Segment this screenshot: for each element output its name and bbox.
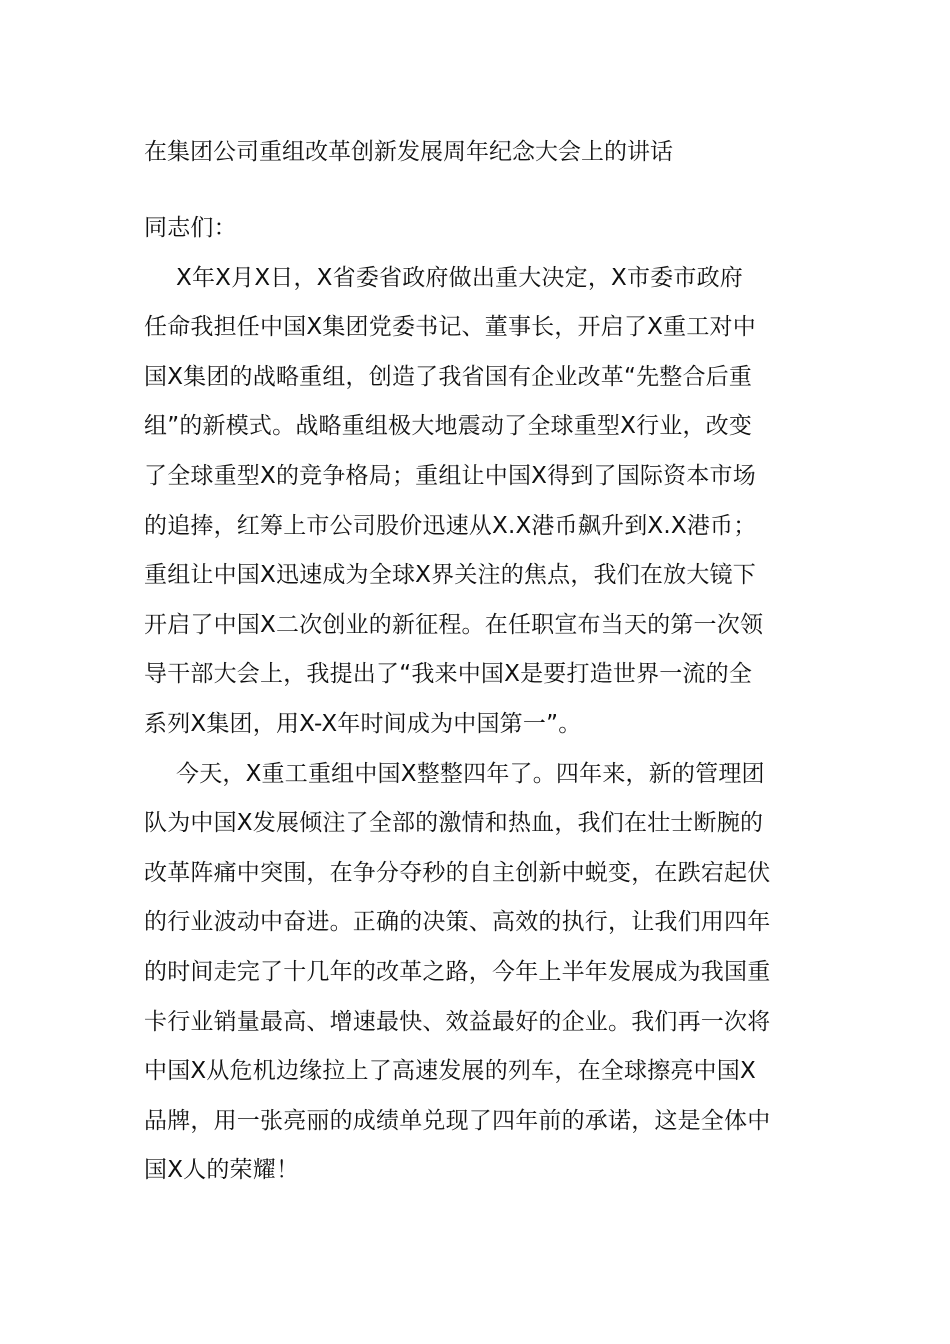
paragraph-2-line: 中国X从危机边缘拉上了高速发展的列车，在全球擦亮中国X [144,1058,756,1085]
document-title: 在集团公司重组改革创新发展周年纪念大会上的讲话 [144,139,673,165]
paragraph-2-line: 今天，X重工重组中国X整整四年了。四年来，新的管理团 [176,760,765,787]
paragraph-1-line: 任命我担任中国X集团党委书记、董事长，开启了X重工对中 [144,314,756,341]
paragraph-2-line: 的行业波动中奋进。正确的决策、高效的执行，让我们用四年 [144,909,771,936]
paragraph-1-line: 组”的新模式。战略重组极大地震动了全球重型X行业，改变 [144,413,753,440]
paragraph-1-line: 了全球重型X的竞争格局；重组让中国X得到了国际资本市场 [144,462,756,489]
paragraph-2-line: 品牌，用一张亮丽的成绩单兑现了四年前的承诺，这是全体中 [144,1107,771,1134]
paragraph-1-line: 导干部大会上，我提出了“我来中国X是要打造世界一流的全 [144,661,753,688]
paragraph-2-line: 改革阵痛中突围，在争分夺秒的自主创新中蜕变，在跌宕起伏 [144,859,771,886]
paragraph-1-line: 系列X集团，用X-X年时间成为中国第一”。 [144,710,582,737]
paragraph-2-line: 的时间走完了十几年的改革之路，今年上半年发展成为我国重 [144,958,771,985]
paragraph-2-line: 队为中国X发展倾注了全部的激情和热血，我们在壮士断腕的 [144,810,764,837]
salutation: 同志们： [144,215,237,241]
paragraph-2-line: 卡行业销量最高、增速最快、效益最好的企业。我们再一次将 [144,1008,771,1035]
paragraph-1-line: 开启了中国X二次创业的新征程。在任职宣布当天的第一次领 [144,611,764,638]
paragraph-1-line: 国X集团的战略重组，创造了我省国有企业改革“先整合后重 [144,363,753,390]
paragraph-2-line: 国X人的荣耀！ [144,1157,300,1184]
paragraph-1-line: X年X月X日，X省委省政府做出重大决定，X市委市政府 [176,264,743,291]
paragraph-1-line: 的追捧，红筹上市公司股价迅速从X.X港币飙升到X.X港币； [144,512,757,539]
paragraph-1-line: 重组让中国X迅速成为全球X界关注的焦点，我们在放大镜下 [144,562,756,589]
document-body [144,204,814,1196]
